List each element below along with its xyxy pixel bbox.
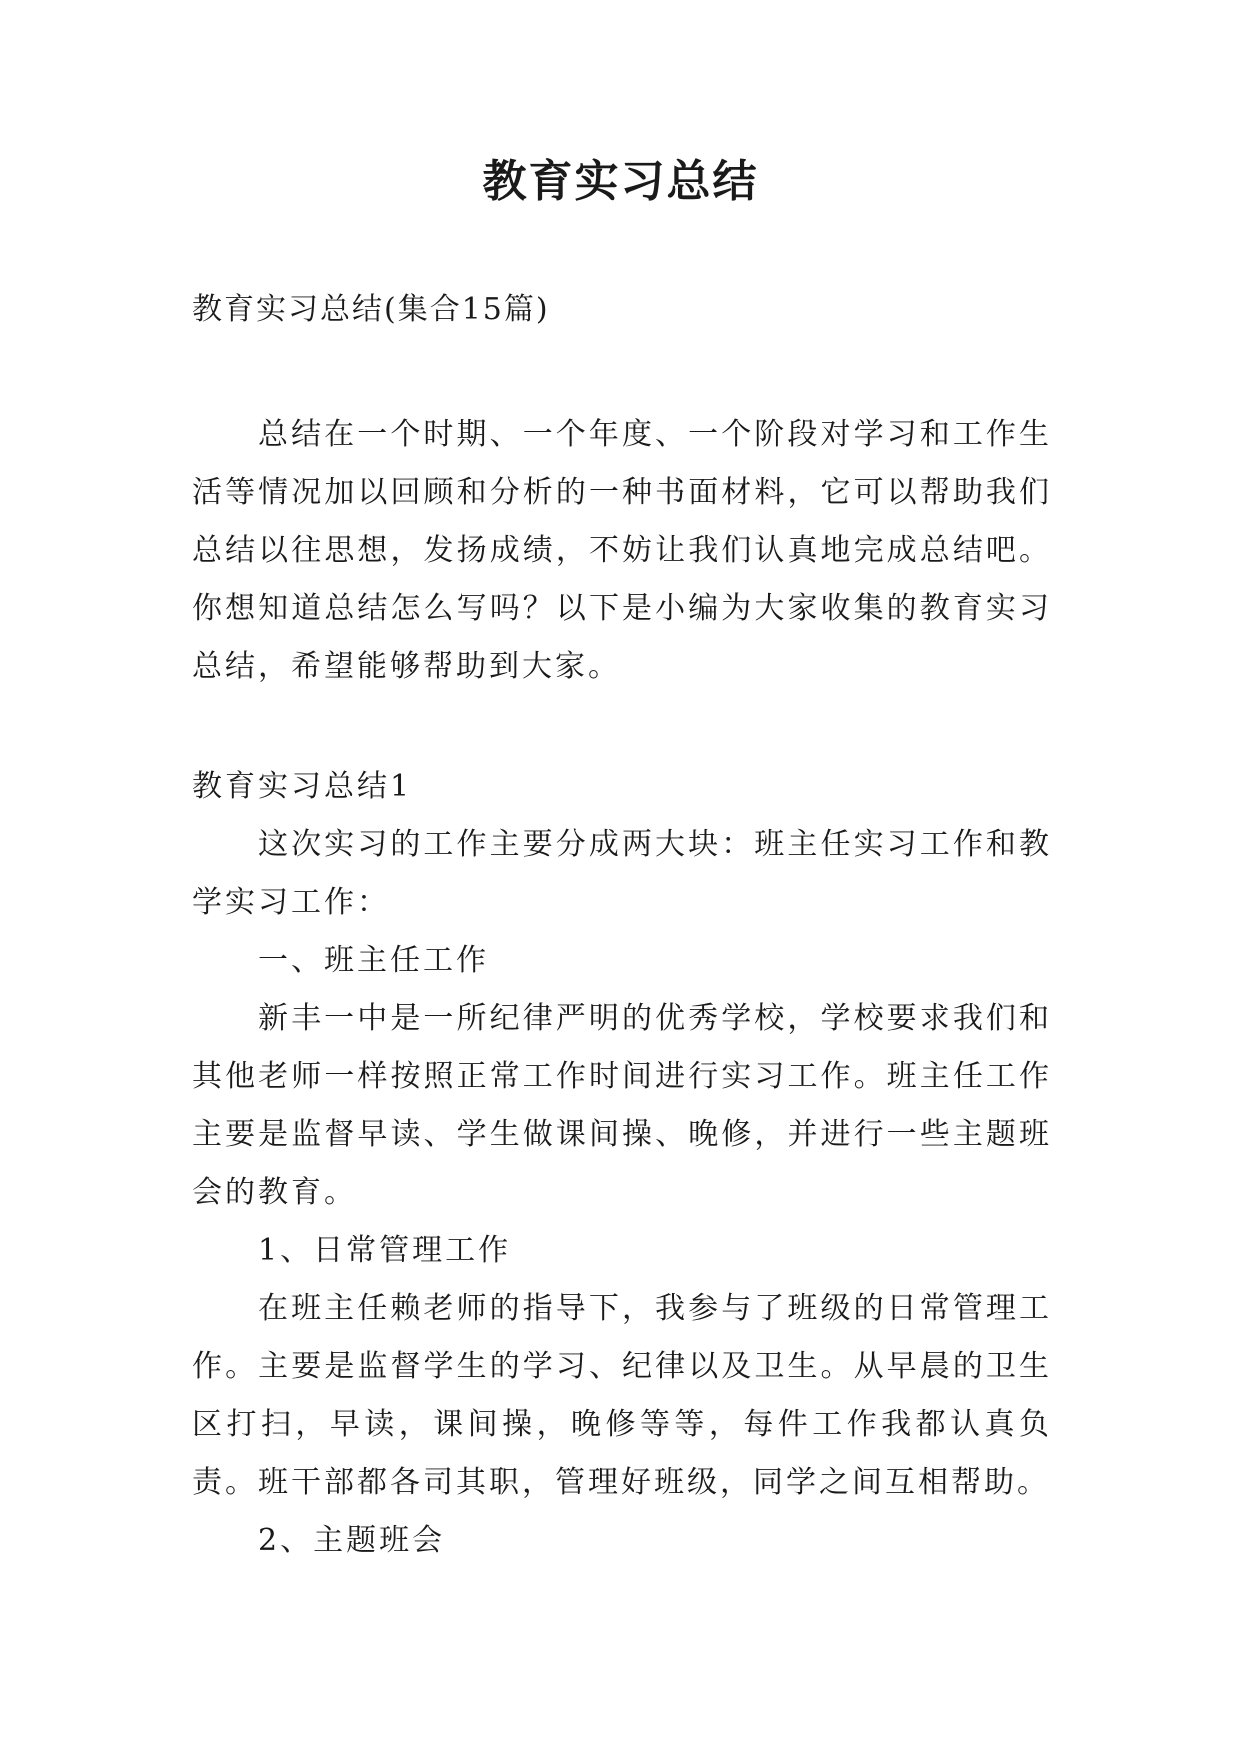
section-1 (192, 758, 1052, 1570)
sub-heading-daily-management: 1、日常管理工作 (258, 1233, 512, 1268)
section-paragraph: 新丰一中是一所纪律严明的优秀学校，学校要求我们和其他老师一样按照正常工作时间进行实习工作。班主任工作主要是监督早读、学生做课间操、晚修，并进行一些主题班会的教育。 (192, 1001, 1052, 1210)
sub-heading-theme-meeting: 2、主题班会 (258, 1523, 446, 1558)
document-subtitle: 教育实习总结(集合15篇) (192, 292, 550, 327)
section-heading: 教育实习总结1 (192, 769, 413, 804)
section-paragraph: 在班主任赖老师的指导下，我参与了班级的日常管理工作。主要是监督学生的学习、纪律以及卫生。从早晨的卫生区打扫，早读，课间操，晚修等等，每件工作我都认真负责。班干部都各司其职，管理好班级，同学之间互相帮助。 (192, 1291, 1052, 1500)
sub-heading-class-teacher: 一、班主任工作 (258, 943, 489, 978)
document-title: 教育实习总结 (482, 156, 759, 207)
intro-paragraph: 总结在一个时期、一个年度、一个阶段对学习和工作生活等情况加以回顾和分析的一种书面材料，它可以帮助我们总结以往思想，发扬成绩，不妨让我们认真地完成总结吧。你想知道总结怎么写吗？以下是小编为大家收集的教育实习总结，希望能够帮助到大家。 (192, 417, 1052, 684)
section-paragraph: 这次实习的工作主要分成两大块：班主任实习工作和教学实习工作： (192, 827, 1052, 920)
